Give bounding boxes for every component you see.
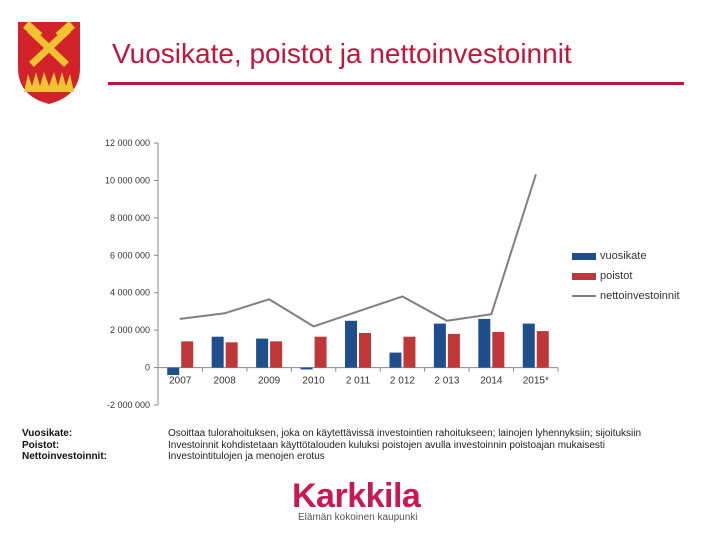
line-point xyxy=(402,296,404,298)
x-tick-label: 2 013 xyxy=(434,375,460,387)
bar-poistot xyxy=(448,334,460,368)
bar-vuosikate xyxy=(212,337,224,368)
line-point xyxy=(313,326,315,328)
bar-poistot xyxy=(492,332,504,368)
bar-vuosikate xyxy=(389,353,401,368)
bar-poistot xyxy=(270,341,282,367)
line-point xyxy=(491,313,493,315)
y-tick-label: 4 000 000 xyxy=(109,287,150,298)
logo-tagline: Elämän kokoinen kaupunki xyxy=(298,512,418,523)
line-point xyxy=(446,320,448,322)
x-tick-label: 2015* xyxy=(522,375,549,387)
term-nettoinvestoinnit: Nettoinvestoinnit: xyxy=(22,451,107,462)
line-point xyxy=(224,313,226,315)
x-axis xyxy=(158,368,558,387)
legend-item-nettoinvestoinnit xyxy=(572,286,680,306)
bar-vuosikate xyxy=(523,324,535,368)
legend-swatch xyxy=(572,273,596,280)
legend-label: vuosikate xyxy=(600,250,647,262)
legend-swatch xyxy=(572,253,596,260)
y-tick-label: 10 000 000 xyxy=(104,175,150,186)
y-tick-label: 6 000 000 xyxy=(109,250,150,261)
x-tick-label: 2014 xyxy=(480,375,503,387)
line-point xyxy=(357,311,359,313)
bar-vuosikate xyxy=(256,339,268,368)
x-tick-label: 2 012 xyxy=(389,375,415,387)
x-tick-label: 2007 xyxy=(169,375,192,387)
legend-item-vuosikate xyxy=(572,246,680,266)
y-tick-label: 0 xyxy=(144,362,150,373)
line-point xyxy=(268,298,270,300)
bar-poistot xyxy=(359,333,371,368)
y-tick-label: 12 000 000 xyxy=(104,138,150,148)
y-axis xyxy=(105,138,158,410)
definition-poistot: Investoinnit kohdistetaan käyttötalouden kuluksi poistojen avulla investoinnin poistoajan mukaisesti xyxy=(168,439,605,451)
bar-vuosikate xyxy=(434,324,446,368)
bar-poistot xyxy=(226,342,238,367)
legend-swatch xyxy=(572,295,596,297)
definition-terms xyxy=(22,428,107,463)
definition-vuosikate: Osoittaa tulorahoituksen, joka on käytettävissä investointien rahoitukseen; lainojen lyhennyksiin; sijoituksiin xyxy=(168,428,642,439)
definition-texts xyxy=(168,428,708,463)
chart-legend xyxy=(572,246,680,306)
bar-vuosikate xyxy=(301,368,313,370)
definition-nettoinvestoinnit: Investointitulojen ja menojen erotus xyxy=(168,451,325,462)
bar-vuosikate xyxy=(478,319,490,368)
line-nettoinvestoinnit xyxy=(180,175,536,327)
line-point xyxy=(179,318,181,320)
logo-wordmark: Karkkila xyxy=(292,477,421,515)
bar-poistot xyxy=(403,337,415,368)
x-tick-label: 2008 xyxy=(213,375,236,387)
bar-poistot xyxy=(537,331,549,367)
legend-label: nettoinvestoinnit xyxy=(600,290,680,302)
bar-vuosikate xyxy=(345,321,357,368)
x-tick-label: 2 011 xyxy=(345,375,371,387)
x-tick-label: 2010 xyxy=(302,375,325,387)
y-tick-label: 8 000 000 xyxy=(109,212,150,223)
term-poistot: Poistot: xyxy=(22,439,60,451)
bar-poistot xyxy=(181,341,193,367)
bar-vuosikate xyxy=(167,368,179,375)
line-point xyxy=(535,174,537,176)
legend-item-poistot xyxy=(572,266,680,286)
x-tick-label: 2009 xyxy=(257,375,281,387)
y-tick-label: -2 000 000 xyxy=(106,400,150,410)
term-vuosikate: Vuosikate: xyxy=(22,428,73,439)
line-series xyxy=(179,174,536,327)
legend-label: poistot xyxy=(600,270,633,282)
karkkila-logo xyxy=(292,478,420,523)
bar-poistot xyxy=(315,337,327,368)
page-title: Vuosikate, poistot ja nettoinvestoinnit xyxy=(112,38,572,69)
y-tick-label: 2 000 000 xyxy=(109,325,150,336)
bars xyxy=(167,319,549,375)
